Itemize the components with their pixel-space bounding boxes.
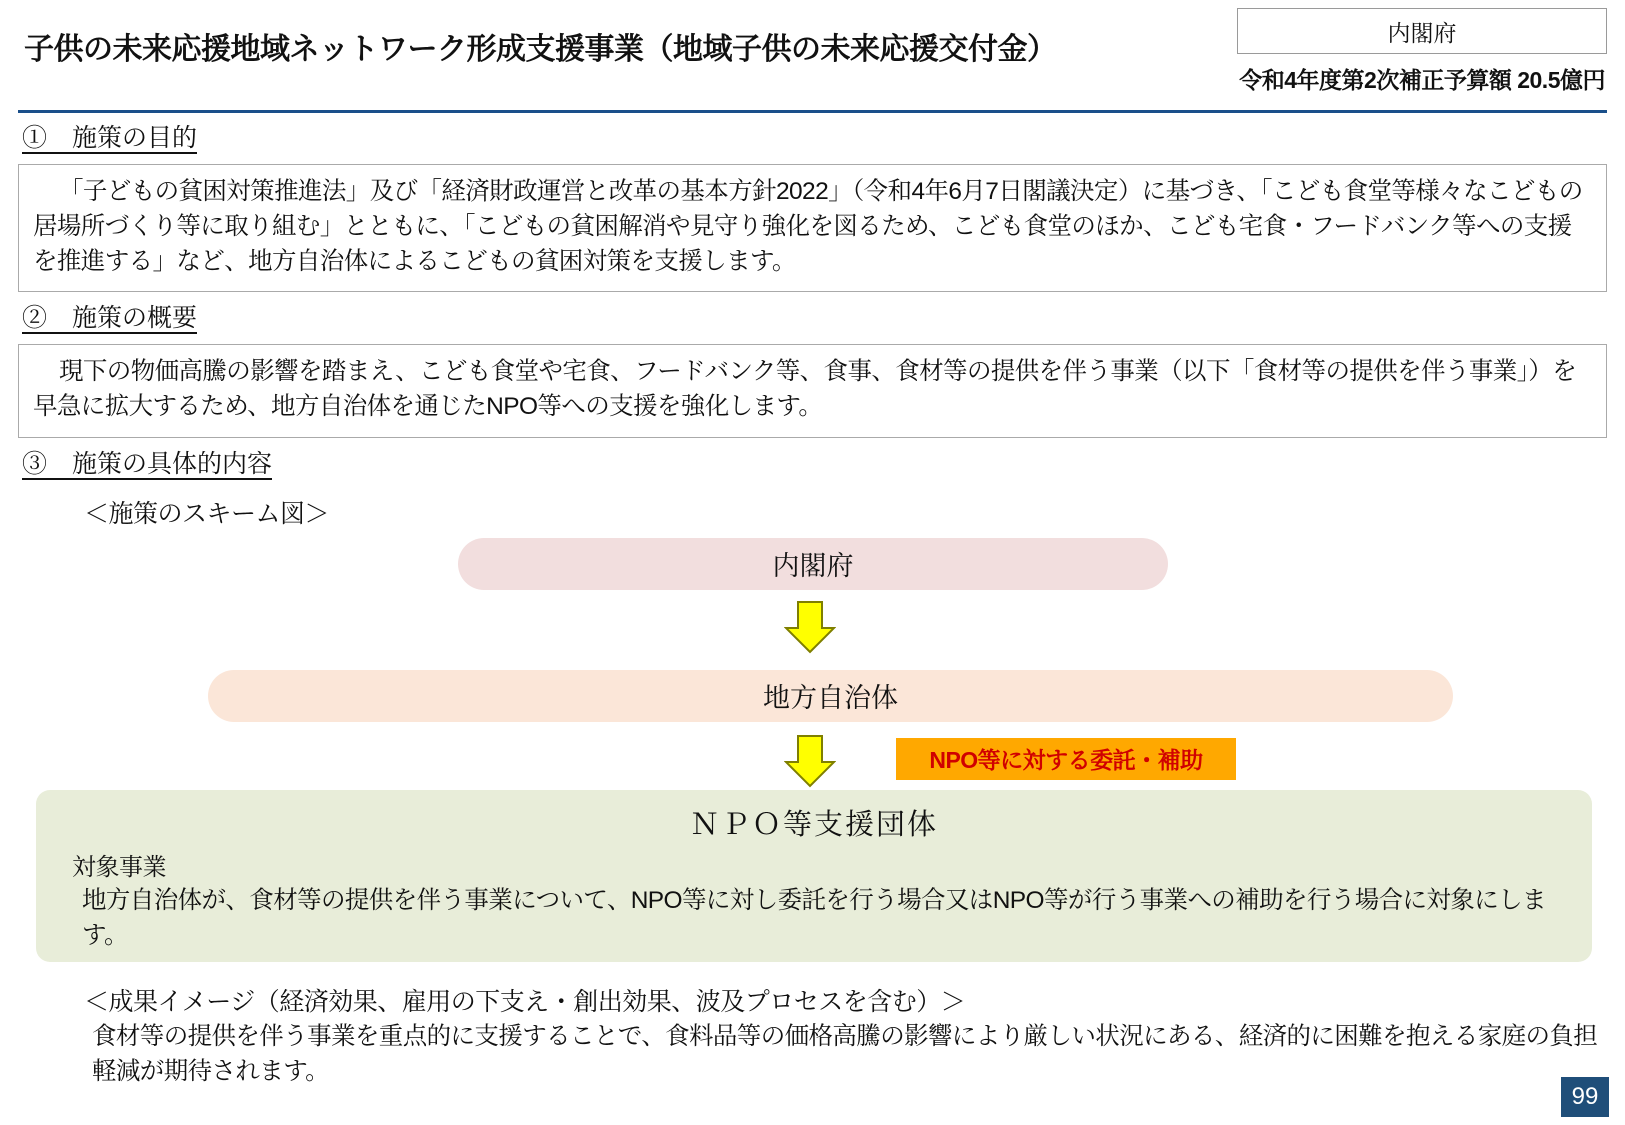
page-number-badge: 99: [1561, 1077, 1609, 1117]
purpose-section: [18, 112, 1607, 160]
outline-box: [18, 344, 1607, 438]
outcome-section: [18, 982, 1607, 1090]
budget-amount: 令和4年度第2次補正予算額 20.5億円: [1239, 67, 1605, 93]
agency-box: [1237, 8, 1607, 54]
page-title: 子供の未来応援地域ネットワーク形成支援事業（地域子供の未来応援交付金）: [24, 33, 1057, 66]
node-local-government-label: 地方自治体: [763, 683, 898, 714]
outcome-title: ＜成果イメージ（経済効果、雇用の下支え・創出効果、波及プロセスを含む）＞: [84, 987, 966, 1016]
detail-heading: ③ 施策の具体的内容: [22, 449, 273, 478]
purpose-text: 「子どもの貧困対策推進法」及び「経済財政運営と改革の基本方針2022」（令和4年6月7日閣議決定）に基づき、「こども食堂等様々なこどもの居場所づくり等に取り組む」とともに、「こどもの貧困解消や見守り強化を図るため、こども食堂のほか、こども宅食・フードバンク等への支援を推進する」など、地方自治体によるこどもの貧困対策を支援します。: [33, 178, 1583, 275]
outline-heading: ② 施策の概要: [22, 304, 198, 333]
node-local-government: [208, 670, 1453, 722]
scheme-diagram: [18, 538, 1607, 968]
slide-header: [18, 0, 1607, 112]
down-arrow-icon: [784, 600, 836, 654]
node-cabinet-office: [458, 538, 1168, 590]
outline-section: [18, 292, 1607, 340]
npo-target-business-text: 地方自治体が、食材等の提供を伴う事業について、NPO等に対し委託を行う場合又はNPO等が行う事業への補助を行う場合に対象にします。: [82, 886, 1546, 949]
down-arrow-icon-2: [784, 734, 836, 788]
npo-target-business-label: 対象事業: [72, 853, 166, 881]
purpose-box: [18, 164, 1607, 292]
outline-text: 現下の物価高騰の影響を踏まえ、こども食堂や宅食、フードバンク等、食事、食材等の提供を伴う事業（以下「食材等の提供を伴う事業」）を早急に拡大するため、地方自治体を通じたNPO等への支援を強化します。: [33, 358, 1577, 421]
npo-title: ＮＰＯ等支援団体: [689, 808, 938, 841]
node-cabinet-office-label: 内閣府: [772, 551, 854, 582]
scheme-label: ＜施策のスキーム図＞: [84, 499, 330, 528]
npo-commission-tag: [896, 738, 1236, 780]
agency-label: 内閣府: [1387, 19, 1457, 46]
npo-commission-tag-label: NPO等に対する委託・補助: [929, 747, 1203, 774]
header-divider: [18, 110, 1607, 113]
outcome-text: 食材等の提供を伴う事業を重点的に支援することで、食料品等の価格高騰の影響により厳しい状況にある、経済的に困難を抱える家庭の負担軽減が期待されます。: [92, 1022, 1598, 1085]
purpose-heading: ① 施策の目的: [22, 124, 198, 152]
node-npo-support-group: [36, 790, 1592, 962]
detail-section: [18, 438, 1607, 486]
